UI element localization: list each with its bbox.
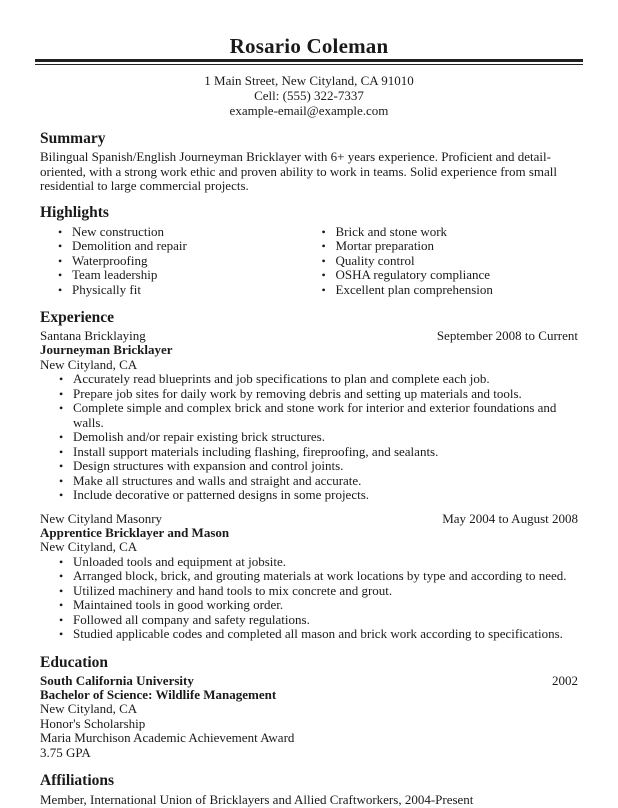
list-item: • Quality control (336, 254, 579, 269)
list-item: • Team leadership (72, 268, 315, 283)
header-rule-thin (35, 64, 583, 65)
list-item: • Physically fit (72, 283, 315, 298)
job-company: New Cityland Masonry (40, 510, 163, 526)
degree: Bachelor of Science: Wildlife Management (40, 686, 277, 702)
list-item: • Prepare job sites for daily work by removing debris and setting up materials and tools. (73, 387, 578, 402)
graduation-year: 2002 (552, 672, 578, 688)
list-item: • Waterproofing (72, 254, 315, 269)
address: 1 Main Street, New Cityland, CA 91010 (204, 73, 414, 88)
candidate-name: Rosario Coleman (229, 34, 389, 58)
education-line: 3.75 GPA (40, 744, 91, 760)
resume-page (40, 0, 578, 808)
summary-heading: Summary (40, 130, 106, 147)
list-item: • Complete simple and complex brick and stone work for interior and exterior foundations and walls. (73, 401, 578, 430)
email: example-email@example.com (229, 103, 389, 118)
list-item: • Demolition and repair (72, 239, 315, 254)
list-item: • New construction (72, 225, 315, 240)
degree-name: Bachelor of Science (40, 686, 149, 702)
affiliations-heading: Affiliations (40, 772, 115, 789)
affiliation-text: Member, International Union of Bricklayers and Allied Craftworkers, 2004-Present (40, 792, 474, 807)
school-location: New Cityland, CA (40, 701, 138, 716)
education-header (40, 673, 578, 688)
highlights-right-list (315, 225, 579, 298)
list-item: • Unloaded tools and equipment at jobsite. (73, 555, 578, 570)
job-company: Santana Bricklaying (40, 328, 146, 343)
list-item: • Design structures with expansion and control joints. (73, 459, 578, 474)
list-item: • Demolish and/or repair existing brick structures. (73, 430, 578, 445)
job-duties (40, 555, 578, 642)
highlights-columns (40, 225, 578, 298)
list-item: • Brick and stone work (336, 225, 579, 240)
job-1 (40, 328, 578, 503)
list-item: • OSHA regulatory compliance (336, 268, 579, 283)
list-item: • Install support materials including flashing, fireproofing, and sealants. (73, 445, 578, 460)
header-rule-thick (35, 59, 583, 62)
job-header (40, 328, 578, 343)
job-role: Apprentice Bricklayer and Mason (40, 524, 230, 540)
job-dates: May 2004 to August 2008 (442, 510, 578, 526)
list-item: • Followed all company and safety regulations. (73, 613, 578, 628)
phone: Cell: (555) 322-7337 (254, 88, 364, 103)
list-item: • Accurately read blueprints and job specifications to plan and complete each job. (73, 372, 578, 387)
degree-field: Wildlife Management (155, 686, 277, 702)
job-role: Journeyman Bricklayer (40, 342, 173, 357)
job-location: New Cityland, CA (40, 539, 138, 554)
education-line: Maria Murchison Academic Achievement Award (40, 730, 295, 745)
job-duties (40, 372, 578, 503)
list-item: • Utilized machinery and hand tools to mix concrete and grout. (73, 584, 578, 599)
list-item: • Mortar preparation (336, 239, 579, 254)
education-heading: Education (40, 653, 109, 671)
job-dates: September 2008 to Current (436, 328, 578, 343)
education-line: Honor's Scholarship (40, 715, 146, 731)
job-location: New Cityland, CA (40, 356, 138, 372)
list-item: • Include decorative or patterned designs in some projects. (73, 488, 578, 503)
list-item: • Arranged block, brick, and grouting materials at work locations by type and according to need. (73, 569, 578, 584)
job-header (40, 511, 578, 526)
list-item: • Maintained tools in good working order. (73, 598, 578, 613)
list-item: • Make all structures and walls and straight and accurate. (73, 474, 578, 489)
summary-text: Bilingual Spanish/English Journeyman Bricklayer with 6+ years experience. Proficient and detail-oriented, with a strong work ethic and proven ability to work in teams. Solid experience from small residential to large commercial projects. (40, 149, 557, 193)
highlights-heading: Highlights (40, 203, 109, 221)
job-2 (40, 511, 578, 642)
list-item: • Studied applicable codes and completed all mason and brick work according to specifications. (73, 627, 578, 642)
highlights-left-list (40, 225, 315, 298)
school-name: South California University (40, 672, 194, 688)
experience-heading: Experience (40, 309, 115, 326)
list-item: • Excellent plan comprehension (336, 283, 579, 298)
